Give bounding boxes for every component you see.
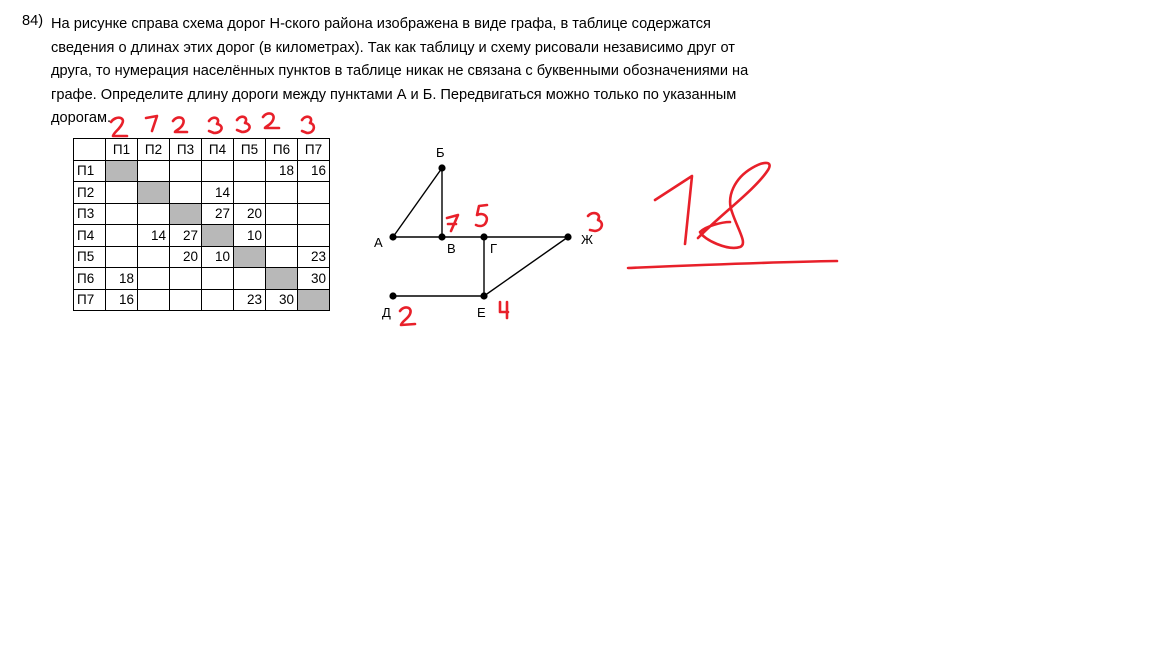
answer-underline [628,261,837,268]
answer-digit-8 [698,163,770,248]
vertex-degree-d [400,307,415,325]
column-degree-p7 [302,117,314,133]
distance-cell: 20 [234,203,266,225]
distance-cell: 16 [298,160,330,182]
distance-cell: 10 [202,246,234,268]
task-line: На рисунке справа схема дорог Н-ского района изображена в виде графа, в таблице содержатся [51,16,711,32]
vertex-label-v: В [447,241,456,256]
column-header: П1 [106,139,138,161]
vertex-d-dot [389,292,396,299]
distance-cell: 18 [266,160,298,182]
distance-cell: 23 [234,289,266,311]
vertex-a-dot [389,233,396,240]
vertex-v-dot [438,233,445,240]
vertex-label-d: Д [382,305,391,320]
task-number: 84) [22,13,44,29]
distance-cell: 14 [202,182,234,204]
graph-edges [393,168,568,296]
vertex-label-e: Е [477,305,486,320]
vertex-degree-e [500,302,508,318]
task-line: дорогам. [51,110,112,127]
column-header: П7 [298,139,330,161]
row-header: П4 [74,225,106,247]
row-header: П5 [74,246,106,268]
vertex-degree-v [447,215,458,231]
column-header: П6 [266,139,298,161]
task-line: друга, то нумерация населённых пунктов в таблице никак не связана с буквенными обозначениями на [51,63,749,80]
row-header: П6 [74,268,106,290]
distance-cell: 30 [298,268,330,290]
vertex-e-dot [480,292,487,299]
row-header: П7 [74,289,106,311]
row-header: П2 [74,182,106,204]
vertex-degree-g [476,205,487,226]
column-header: П4 [202,139,234,161]
vertex-label-a: А [374,235,383,250]
vertex-degree-zh [588,213,602,231]
task-line: графе. Определите длину дороги между пунктами А и Б. Передвигаться можно только по указанным [51,86,737,103]
vertex-label-g: Г [490,241,498,256]
column-degree-p2 [146,116,157,131]
graph-vertices [389,164,571,299]
vertex-label-zh: Ж [581,232,594,247]
column-header: П2 [138,139,170,161]
column-degree-p4 [209,118,222,133]
vertex-label-b: Б [436,145,445,160]
distance-cell: 16 [106,289,138,311]
column-degree-p5 [237,117,250,132]
distance-cell: 10 [234,225,266,247]
distance-cell: 18 [106,268,138,290]
distance-cell: 20 [170,246,202,268]
column-degree-p1 [111,118,127,136]
distance-cell: 23 [298,246,330,268]
distance-cell: 27 [170,225,202,247]
edge-a-b [393,168,442,237]
vertex-g-dot [480,233,487,240]
column-degree-p3 [173,117,187,132]
distance-cell: 14 [138,225,170,247]
answer-digit-1 [655,176,692,244]
task-line: сведения о длинах этих дорог (в километрах). Так как таблицу и схему рисовали независимо друг от [51,39,735,56]
row-header: П3 [74,203,106,225]
column-header: П5 [234,139,266,161]
distance-cell: 30 [266,289,298,311]
handwriting [111,113,837,325]
vertex-zh-dot [564,233,571,240]
vertex-b-dot [438,164,445,171]
row-header: П1 [74,160,106,182]
column-header: П3 [170,139,202,161]
column-degree-p6 [263,113,279,128]
distance-cell: 27 [202,203,234,225]
